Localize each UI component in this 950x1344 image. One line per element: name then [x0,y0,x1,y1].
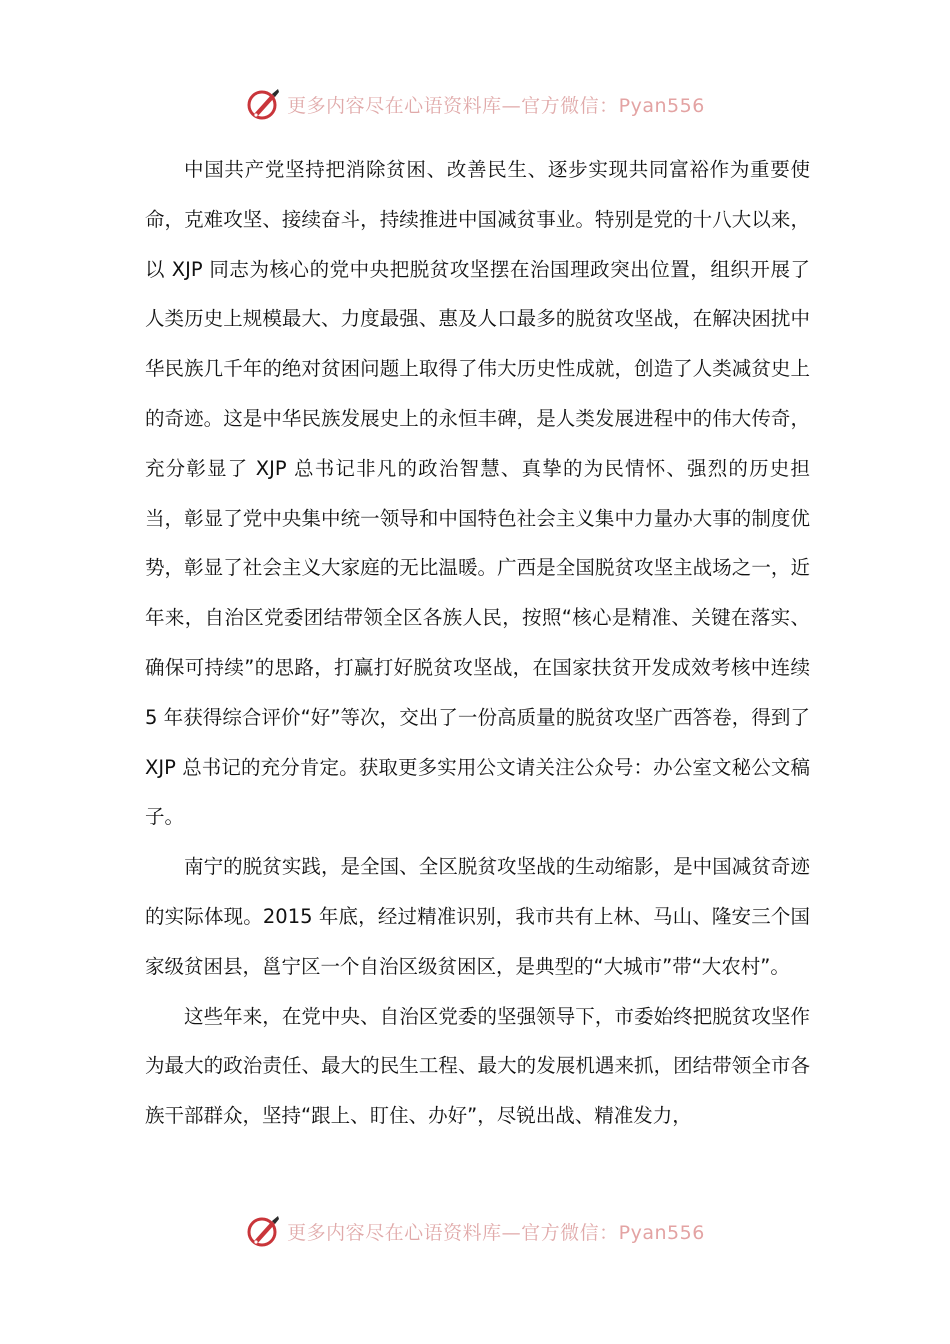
paragraph: 中国共产党坚持把消除贫困、改善民生、逐步实现共同富裕作为重要使命，克难攻坚、接续奋斗，持续推进中国减贫事业。特别是党的十八大以来，以 XJP 同志为核心的党中央把脱贫攻坚摆在治国理政突出位置，组织开展了人类历史上规模最大、力度最强、惠及人口最多的脱贫攻坚战，在解决困扰中华民族几千年的绝对贫困问题上取得了伟大历史性成就，创造了人类减贫史上的奇迹。这是中华民族发展史上的永恒丰碑，是人类发展进程中的伟大传奇，充分彰显了 XJP 总书记非凡的政治智慧、真挚的为民情怀、强烈的历史担当，彰显了党中央集中统一领导和中国特色社会主义集中力量办大事的制度优势，彰显了社会主义大家庭的无比温暖。广西是全国脱贫攻坚主战场之一，近年来，自治区党委团结带领全区各族人民，按照“核心是精准、关键在落实、确保可持续”的思路，打赢打好脱贫攻坚战，在国家扶贫开发成效考核中连续 5 年获得综合评价“好”等次，交出了一份高质量的脱贫攻坚广西答卷，得到了 XJP 总书记的充分肯定。获取更多实用公文请关注公众号：办公室文秘公文稿子。 [145,158,810,829]
watermark-text: 更多内容尽在心语资料库—官方微信：Pyan556 [287,94,705,117]
watermark-text: 更多内容尽在心语资料库—官方微信：Pyan556 [287,1221,705,1244]
paragraph: 这些年来，在党中央、自治区党委的坚强领导下，市委始终把脱贫攻坚作为最大的政治责任、最大的民生工程、最大的发展机遇来抓，团结带领全市各族干部群众，坚持“跟上、盯住、办好”，尽锐出战、精准发力， [145,1004,810,1128]
pen-logo-icon [245,1213,281,1249]
paragraph: 南宁的脱贫实践，是全国、全区脱贫攻坚战的生动缩影，是中国减贫奇迹的实际体现。2015 年底，经过精准识别，我市共有上林、马山、隆安三个国家级贫困县，邕宁区一个自治区级贫困区，是典型的“大城市”带“大农村”。 [145,855,810,978]
watermark-footer [0,1211,950,1251]
pen-logo-icon [245,86,281,122]
document-body [145,145,810,1141]
watermark-header [0,84,950,124]
